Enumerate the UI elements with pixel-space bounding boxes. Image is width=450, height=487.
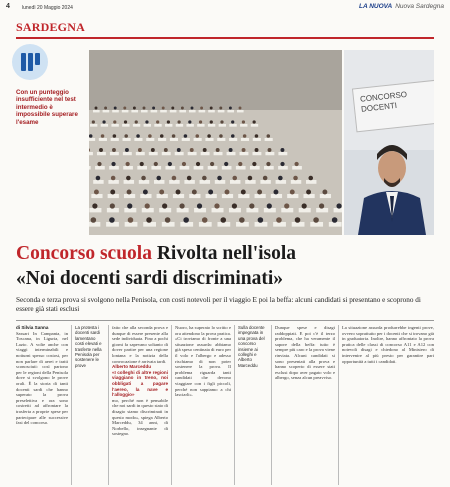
article-column-4 bbox=[175, 325, 231, 485]
column-divider bbox=[271, 325, 272, 485]
article-column-6 bbox=[275, 325, 335, 485]
portrait-illustration bbox=[344, 50, 434, 235]
photo-caption-2: Sulla docente impegnata in una prova del concorso insieme ai colleghi e Alberto Marceddu bbox=[238, 325, 265, 368]
sign-and-portrait-photo bbox=[344, 50, 434, 235]
headline-red: Concorso scuola bbox=[16, 243, 152, 264]
column-divider bbox=[338, 325, 339, 485]
section-rule bbox=[16, 37, 434, 39]
article-column-7 bbox=[342, 325, 434, 485]
sign-line-2: DOCENTI bbox=[360, 100, 398, 114]
subhead-rule bbox=[16, 320, 434, 321]
quote-logo-icon bbox=[12, 44, 48, 80]
column-3-text: fatto che alla seconda prova e dunque di essere presente alla sede individuata. Fino a pochi giorni fa sapevano soltanto di dover partire per una regione lontana e la notizia della convocazione è arrivata tardi. bbox=[112, 325, 168, 364]
exam-hall-illustration bbox=[89, 50, 342, 235]
column-3-name: Alberto Marceddu bbox=[112, 364, 152, 370]
column-3-text-b: mo, perché non è pensabile che noi sardi in questo stato di disagio siamo discriminati in questo modo», spiega Alberto Marceddu, 34 anni, di Norbello, insegnante di sostegno. bbox=[112, 397, 168, 437]
column-divider bbox=[71, 325, 72, 485]
column-divider bbox=[171, 325, 172, 485]
column-7-text: La situazione assurda produrrebbe ingenti prove, ovvero soprattutto per i docenti che si trovano già in graduatoria. Inoltre, hanno affrontato la prova pratica delle classi di concorso A11 e A12 con notevoli disagi e chiedono al Ministero di intervenire al più presto per garantire pari opportunità a tutti i candidati. bbox=[342, 325, 434, 364]
article-column-1 bbox=[16, 325, 68, 485]
photo-caption-1: La protesta i docenti sardi lamentano costi elevati e trasferte nella Penisola per sostenere le prove bbox=[75, 325, 102, 368]
page-topbar bbox=[0, 0, 450, 14]
column-divider bbox=[108, 325, 109, 485]
column-divider bbox=[234, 325, 235, 485]
headline-line-2: «Noi docenti sardi discriminati» bbox=[16, 268, 284, 289]
sign-line-1: CONCORSO bbox=[359, 89, 408, 104]
exam-hall-photo bbox=[89, 50, 342, 235]
section-title: SARDEGNA bbox=[16, 20, 85, 34]
subheadline: Seconda e terza prova si svolgono nella Penisola, con costi notevoli per il viaggio E poi la beffa: alcuni candidati si presentano e scoprono di essere già stati esclusi bbox=[16, 296, 421, 313]
page-number: 4 bbox=[6, 3, 10, 10]
column-1-text: Sassari In Campania, in Toscana, in Liguria, nel Lazio. A volte anche con viaggi interminabili e notturni spesso costosi, per non parlare di aerei e tratti sconosciuti: così partono per le regioni della Penisola dove si svolgono le prove orali. È la storia di tanti docenti sardi che hanno superato la prova preselettiva e ora sono costretti ad affrontare la trasferta a proprie spese per partecipare alle successive fasi del concorso. bbox=[16, 330, 68, 426]
column-4-text: Nuoro, ha superato lo scritto e ora attendono la prova pratica. «Ci troviamo di fronte a una situazione assurda: abbiamo già speso centinaia di euro per il volo e l'albergo e adesso rischiamo di non poter sostenere la prova. Il problema riguarda tanti candidati che devono viaggiare con i figli piccoli, perché non sappiamo a chi lasciarli». bbox=[175, 325, 231, 398]
brand-name: LA NUOVA bbox=[358, 3, 393, 10]
newspaper-brand bbox=[359, 3, 444, 10]
column-6-text: Dunque spese e disagi raddoppiati. E poi c'è il terzo problema, che ha veramente il sapore della beffa: tutto è sempre più caro e la prova viene rinviata. Alcuni candidati si sono presentati alla prova e hanno scoperto di essere stati esclusi dopo aver pagato volo e albergo, senza alcun preavviso. bbox=[275, 325, 335, 381]
brand-subtitle: Nuova Sardegna bbox=[395, 3, 444, 10]
concorso-docenti-sign bbox=[352, 80, 434, 133]
byline: di Silvia Sanna bbox=[16, 325, 49, 330]
article-column-3 bbox=[112, 325, 168, 485]
headline-black: Rivolta nell'isola bbox=[156, 243, 297, 264]
pull-quote: Con un punteggio insufficiente nel test intermedio è impossibile superare l'esame bbox=[16, 89, 78, 126]
headline bbox=[16, 243, 434, 265]
column-3-red-quote: «I colleghi di altre regioni viaggiano in treno, noi obbligati a pagare l'aereo, la nave e l'alloggio» bbox=[112, 369, 168, 398]
issue-date: lunedì 20 Maggio 2024 bbox=[22, 5, 73, 11]
